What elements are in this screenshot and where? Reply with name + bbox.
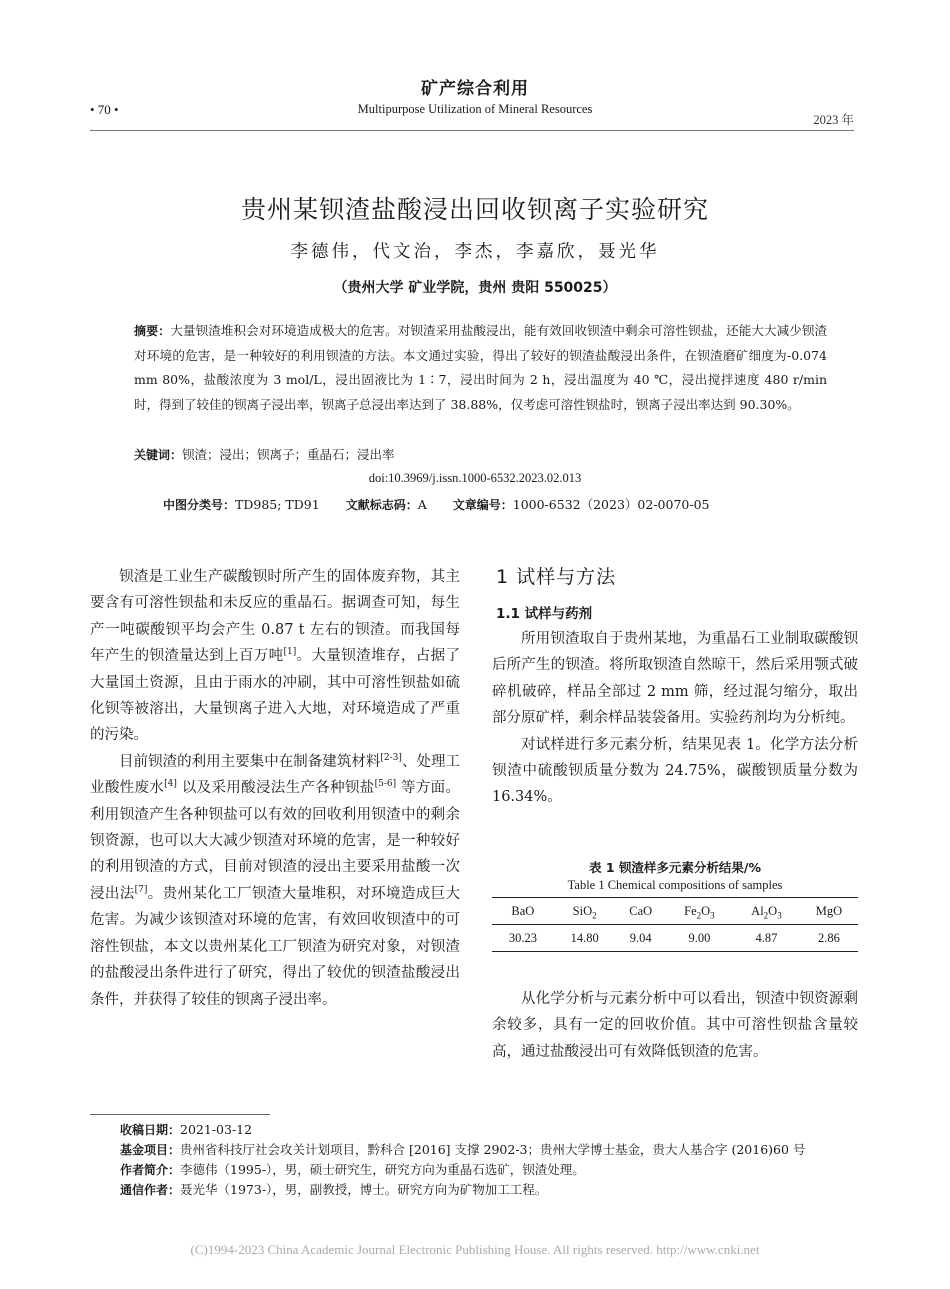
- article-affiliation: （贵州大学 矿业学院，贵州 贵阳 550025）: [333, 280, 617, 296]
- header-rule: [90, 130, 854, 131]
- article-title: 贵州某钡渣盐酸浸出回收钡离子实验研究: [240, 195, 709, 224]
- copyright-watermark: (C)1994-2023 China Academic Journal Electronic Publishing House. All rights reserved. http://www.cnki.net: [190, 1242, 760, 1257]
- footnote-fund: 基金项目：贵州省科技厅社会攻关计划项目，黔科合 [2016] 支撑 2902-3；贵州大学博士基金，贵大人基合字 (2016)60 号: [120, 1142, 806, 1157]
- paragraph: 从化学分析与元素分析中可以看出，钡渣中钡资源剩余较多，具有一定的回收价值。其中可溶性钡盐含量较高，通过盐酸浸出可有效降低钡渣的危害。: [492, 991, 858, 1060]
- citation[interactable]: [4]: [164, 779, 177, 790]
- table-header-cell: SiO$_2$: [554, 898, 616, 925]
- doc-code-label: 文献标志码：: [345, 498, 418, 512]
- paragraph: 所用钡渣取自于贵州某地，为重晶石工业制取碳酸钡后所产生的钡渣。将所取钡渣自然晾干，然后采用颚式破碎机破碎，样品全部过 2 mm 筛，经过混匀缩分，取出部分原矿样，剩余样品装袋备用。实验药剂均为分析纯。: [492, 631, 858, 727]
- page-number: • 70 •: [90, 102, 119, 117]
- table-cell: 14.80: [554, 925, 616, 952]
- doc-code-value: A: [417, 497, 427, 512]
- footnote-corresponding: 通信作者：聂光华（1973-），男，副教授，博士。研究方向为矿物加工工程。: [120, 1182, 548, 1197]
- clc-value: TD985; TD91: [235, 497, 320, 512]
- table-header-cell: BaO: [492, 898, 554, 925]
- right-column-top: [492, 626, 858, 811]
- footnote-author: 作者简介：李德伟（1995-），男，硕士研究生，研究方向为重晶石选矿，钡渣处理。: [120, 1162, 585, 1177]
- citation[interactable]: [5-6]: [374, 779, 397, 790]
- abstract: [134, 319, 827, 417]
- paragraph: 对试样进行多元素分析，结果见表 1。化学方法分析钡渣中硫酸钡质量分数为 24.75%，碳酸钡质量分数为 16.34%。: [492, 736, 858, 806]
- subsection-heading: 1.1 试样与药剂: [496, 606, 593, 622]
- footnote-rule: [90, 1114, 270, 1115]
- table-caption-en: Table 1 Chemical compositions of samples: [567, 878, 783, 892]
- table-header-row: [492, 898, 858, 925]
- table-caption-cn: 表 1 钡渣样多元素分析结果/%: [589, 860, 761, 875]
- table-cell: 4.87: [733, 925, 800, 952]
- abstract-label: 摘要：: [134, 324, 171, 338]
- composition-table: [492, 897, 858, 952]
- journal-year: 2023 年: [813, 113, 854, 127]
- article-no-value: 1000-6532（2023）02-0070-05: [512, 497, 710, 512]
- table-header-cell: MgO: [800, 898, 858, 925]
- footnote-received: 收稿日期：2021-03-12: [120, 1122, 253, 1137]
- footnotes: [120, 1120, 860, 1200]
- abstract-text: 大量钡渣堆积会对环境造成极大的危害。对钡渣采用盐酸浸出，能有效回收钡渣中剩余可溶性钡盐，还能大大减少钡渣对环境的危害，是一种较好的利用钡渣的方法。本文通过实验，得出了较好的钡渣盐酸浸出条件，在钡渣磨矿细度为-0.074 mm 80%，盐酸浓度为 3 mol/L，浸出固液比为 1∶7，浸出时间为 2 h，浸出温度为 40 ℃，浸出搅拌速度 480 r/min 时，得到了较佳的钡离子浸出率，钡离子总浸出率达到了 38.88%，仅考虑可溶性钡盐时，钡离子浸出率达到 90.30%。: [134, 323, 827, 412]
- table-header-cell: $Al_2O_3$: [733, 898, 800, 925]
- right-column-bottom: [492, 986, 858, 1065]
- table-cell: 9.00: [666, 925, 733, 952]
- keywords-label: 关键词：: [134, 448, 183, 462]
- citation[interactable]: [2-3]: [380, 753, 402, 764]
- citation[interactable]: [1]: [283, 647, 297, 658]
- journal-title-en: Multipurpose Utilization of Mineral Resources: [357, 102, 593, 116]
- table-row: [492, 925, 858, 952]
- article-authors: 李德伟，代文治，李杰，李嘉欣，聂光华: [290, 242, 660, 262]
- table-cell: 9.04: [616, 925, 666, 952]
- table-header-cell: CaO: [616, 898, 666, 925]
- article-no-label: 文章编号：: [452, 498, 513, 512]
- keywords: [134, 445, 395, 463]
- table-cell: 30.23: [492, 925, 554, 952]
- citation[interactable]: [7]: [134, 885, 148, 896]
- doi[interactable]: doi:10.3969/j.issn.1000-6532.2023.02.013: [368, 471, 582, 485]
- journal-title-cn: 矿产综合利用: [421, 79, 529, 99]
- classification-line: [163, 495, 709, 513]
- table-header-cell: $Fe_2O_3$: [666, 898, 733, 925]
- section-heading: 1 试样与方法: [496, 566, 617, 588]
- paragraph: 钡渣是工业生产碳酸钡时所产生的固体废弃物，其主要含有可溶性钡盐和未反应的重晶石。据调查可知，每生产一吨碳酸钡平均会产生 0.87 t 左右的钡渣。而我国每年产生的钡渣量达到上百万吨[1]。大量钡渣堆存，占据了大量国土资源，且由于雨水的冲刷，其中可溶性钡盐如硫化钡等被溶出，大量钡离子进入大地，对环境造成了严重的污染。: [90, 569, 461, 744]
- paragraph: 目前钡渣的利用主要集中在制备建筑材料[2-3]、处理工业酸性废水[4] 以及采用酸浸法生产各种钡盐[5-6] 等方面。利用钡渣产生各种钡盐可以有效的回收利用钡渣中的剩余钡资源，也可以大大减少钡渣对环境的危害，是一种较好的利用钡渣的方式，目前对钡渣的浸出主要采用盐酸一次浸出法[7]。贵州某化工厂钡渣大量堆积，对环境造成巨大危害。为减少该钡渣对环境的危害，有效回收钡渣中的可溶性钡盐，本文以贵州某化工厂钡渣为研究对象，对钡渣的盐酸浸出条件进行了研究，得出了较优的钡渣盐酸浸出条件，并获得了较佳的钡离子浸出率。: [90, 753, 461, 1008]
- keywords-text: 钡渣；浸出；钡离子；重晶石；浸出率: [182, 447, 395, 462]
- left-column: [90, 564, 460, 1013]
- table-cell: 2.86: [800, 925, 858, 952]
- clc-label: 中图分类号：: [163, 498, 236, 512]
